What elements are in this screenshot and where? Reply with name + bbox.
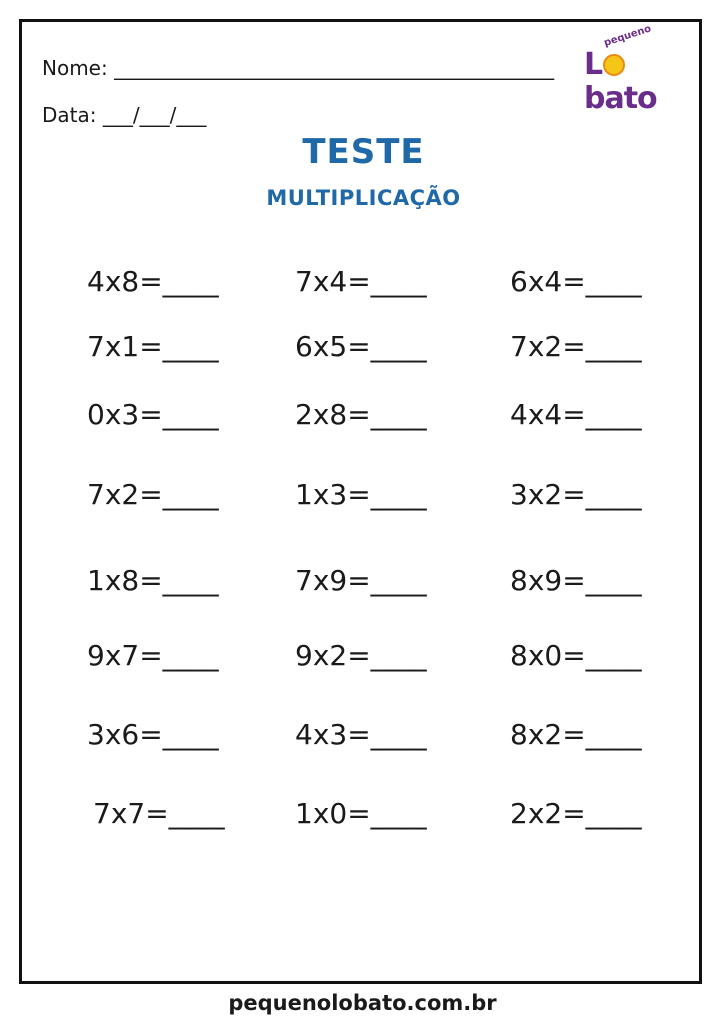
problem-r1c1: 4x8=____ xyxy=(87,265,219,298)
problem-r3c3: 4x4=____ xyxy=(510,398,642,431)
problem-r6c3: 8x0=____ xyxy=(510,639,642,672)
problem-r2c1: 7x1=____ xyxy=(87,330,219,363)
page-title: TESTE xyxy=(302,132,425,172)
page-subtitle: MULTIPLICAÇÃO xyxy=(266,186,461,210)
problem-r4c1: 7x2=____ xyxy=(87,478,219,511)
problem-r5c2: 7x9=____ xyxy=(295,564,427,597)
pequeno-lobato-logo xyxy=(584,23,696,116)
problem-r2c3: 7x2=____ xyxy=(510,330,642,363)
problem-r6c1: 9x7=____ xyxy=(87,639,219,672)
problem-r2c2: 6x5=____ xyxy=(295,330,427,363)
problem-r4c3: 3x2=____ xyxy=(510,478,642,511)
logo-small-text: pequeno xyxy=(602,23,653,49)
problem-r7c3: 8x2=____ xyxy=(510,718,642,751)
problem-r3c2: 2x8=____ xyxy=(295,398,427,431)
problem-r8c3: 2x2=____ xyxy=(510,797,642,830)
problem-r5c1: 1x8=____ xyxy=(87,564,219,597)
problem-r6c2: 9x2=____ xyxy=(295,639,427,672)
date-field[interactable]: Data: ___/___/___ xyxy=(42,103,207,127)
problem-r1c3: 6x4=____ xyxy=(510,265,642,298)
website-footer: pequenolobato.com.br xyxy=(228,991,497,1015)
problem-r7c2: 4x3=____ xyxy=(295,718,427,751)
problem-r4c2: 1x3=____ xyxy=(295,478,427,511)
problem-r8c2: 1x0=____ xyxy=(295,797,427,830)
logo-rest: bato xyxy=(584,81,657,116)
problem-r3c1: 0x3=____ xyxy=(87,398,219,431)
problem-r5c3: 8x9=____ xyxy=(510,564,642,597)
name-field[interactable]: Nome: ____________________________________________ xyxy=(42,56,555,80)
worksheet-frame xyxy=(19,19,702,984)
sun-icon xyxy=(603,54,625,76)
problem-r1c2: 7x4=____ xyxy=(295,265,427,298)
logo-main-text xyxy=(584,48,696,116)
problem-r8c1: 7x7=____ xyxy=(93,797,225,830)
problem-r7c1: 3x6=____ xyxy=(87,718,219,751)
logo-letter-l: L xyxy=(584,47,603,82)
